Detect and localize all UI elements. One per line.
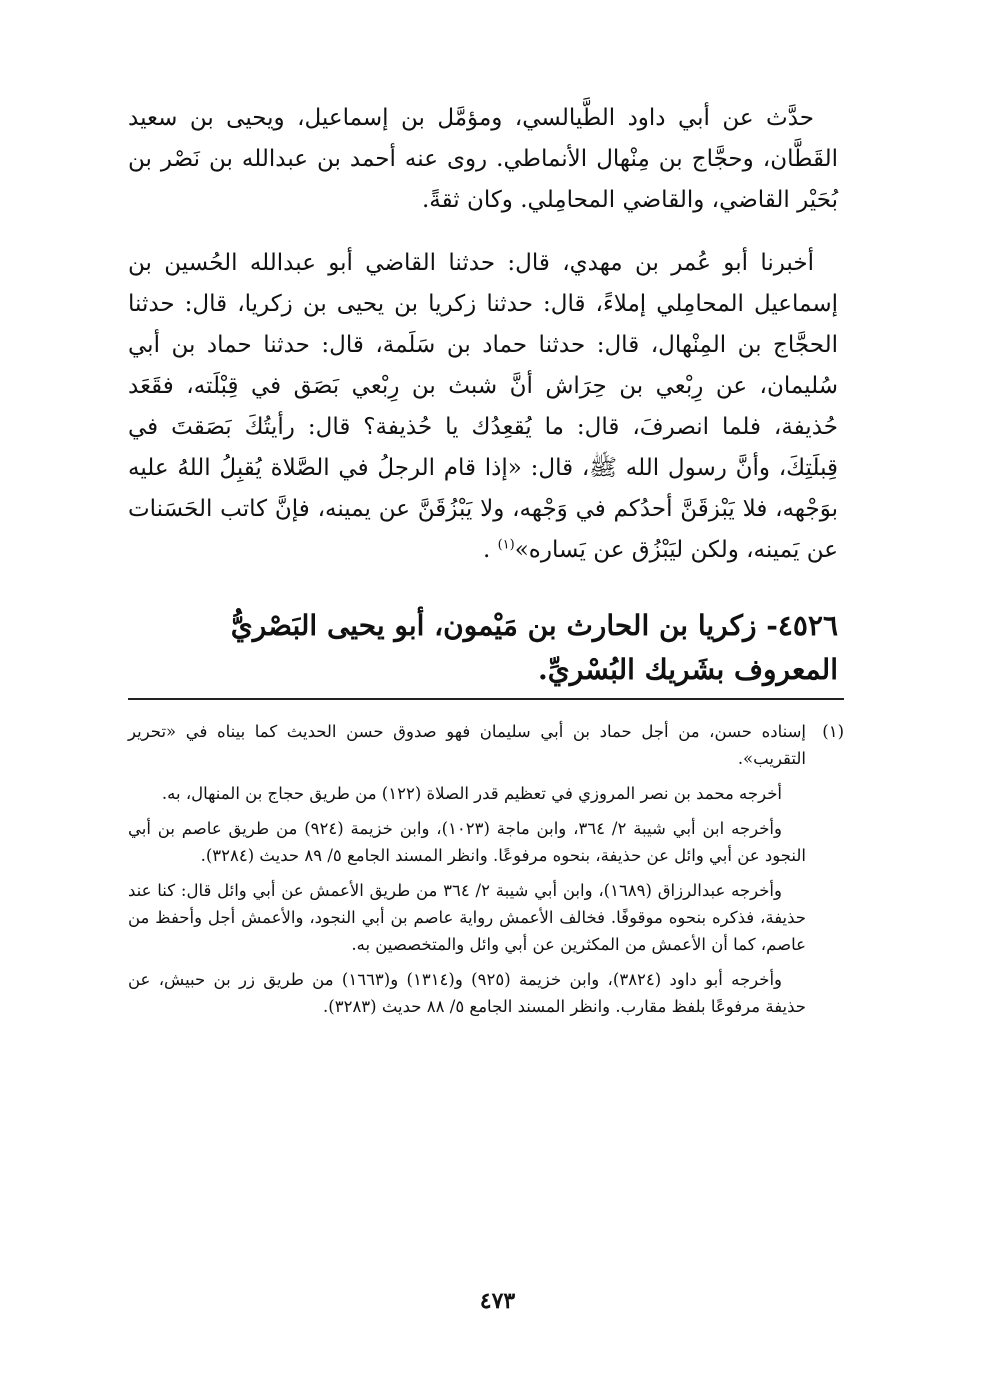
footnote-reference: (١) [497,537,515,553]
paragraph-text: حدَّث عن أبي داود الطَّيالسي، ومؤمَّل بن إسماعيل، ويحيى بن سعيد القَطَّان، وحجَّاج بن مِنْهال الأنماطي. روى عنه أحمد بن عبدالله بن نَصْر بن بُحَيْر القاضي، والقاضي المحامِلي. وكان ثقةً. [128,105,838,213]
footnote-text: إسناده حسن، من أجل حماد بن أبي سليمان فهو صدوق حسن الحديث كما بيناه في «تحرير التقريب». [128,722,806,768]
footnote-divider [128,698,844,700]
footnote-item: وأخرجه ابن أبي شيبة ٢/ ٣٦٤، وابن ماجة (١٠٢٣)، وابن خزيمة (٩٢٤) من طريق عاصم بن أبي النجود عن أبي وائل عن حذيفة، بنحوه مرفوعًا. وانظر المسند الجامع ٥/ ٨٩ حديث (٣٢٨٤). [128,819,806,865]
paragraph-text: أخبرنا أبو عُمر بن مهدي، قال: حدثنا القاضي أبو عبدالله الحُسين بن إسماعيل المحامِلي إملاءً، قال: حدثنا زكريا بن يحيى بن زكريا، قال: حدثنا الحجَّاج بن المِنْهال، قال: حدثنا حماد بن سَلَمة، قال: حدثنا حماد بن أبي سُليمان، عن رِبْعي بن حِرَاش أنَّ شبث بن رِبْعي بَصَق في قِبْلَته، فقَعَد حُذيفة، فلما انصرفَ، قال: ما يُقعِدُك يا حُذيفة؟ قال: رأيتُكَ بَصَقتَ في قِبلَتِكَ، وأنَّ رسول الله ﷺ، قال: «إذا قام الرجلُ في الصَّلاة يُقبِلُ اللهُ عليه بوَجْهه، فلا يَبْزقَنَّ أحدُكم في وَجْهه، ولا يَبْزُقَنَّ عن يمينه، فإنَّ كاتب الحَسَنات عن يَمينه، ولكن ليَبْزُق عن يَساره» [128,250,838,563]
footnote-marker: (١) [822,722,844,741]
paragraph-end: . [482,537,498,563]
footnote-item: وأخرجه عبدالرزاق (١٦٨٩)، وابن أبي شيبة ٢/ ٣٦٤ من طريق الأعمش عن أبي وائل قال: كنا عند حذيفة، فذكره بنحوه موقوفًا. فخالف الأعمش رواية عاصم بن أبي النجود، والأعمش أجل وأحفظ من عاصم، كما أن الأعمش من المكثرين عن أبي وائل والمتخصصين به. [128,881,806,954]
paragraph-text-container [128,243,838,571]
footnote-item: وأخرجه أبو داود (٣٨٢٤)، وابن خزيمة (٩٢٥) و(١٣١٤) و(١٦٦٣) من طريق زر بن حبيش، عن حذيفة مرفوعًا بلفظ مقارب. وانظر المسند الجامع ٥/ ٨٨ حديث (٣٢٨٣). [128,970,806,1016]
footnote-item: أخرجه محمد بن نصر المروزي في تعظيم قدر الصلاة (١٢٢) من طريق حجاج بن المنهال، به. [161,784,782,803]
body-paragraph-1 [128,98,838,226]
body-paragraph-2 [128,243,838,593]
footnote-item [128,718,844,772]
footnotes-section [128,718,844,1028]
page-number: ٤٧٣ [479,1288,516,1314]
entry-heading: ٤٥٢٦- زكريا بن الحارث بن مَيْمون، أبو يحيى البَصْريُّ المعروف بشَريك البُسْريِّ. [230,609,838,686]
